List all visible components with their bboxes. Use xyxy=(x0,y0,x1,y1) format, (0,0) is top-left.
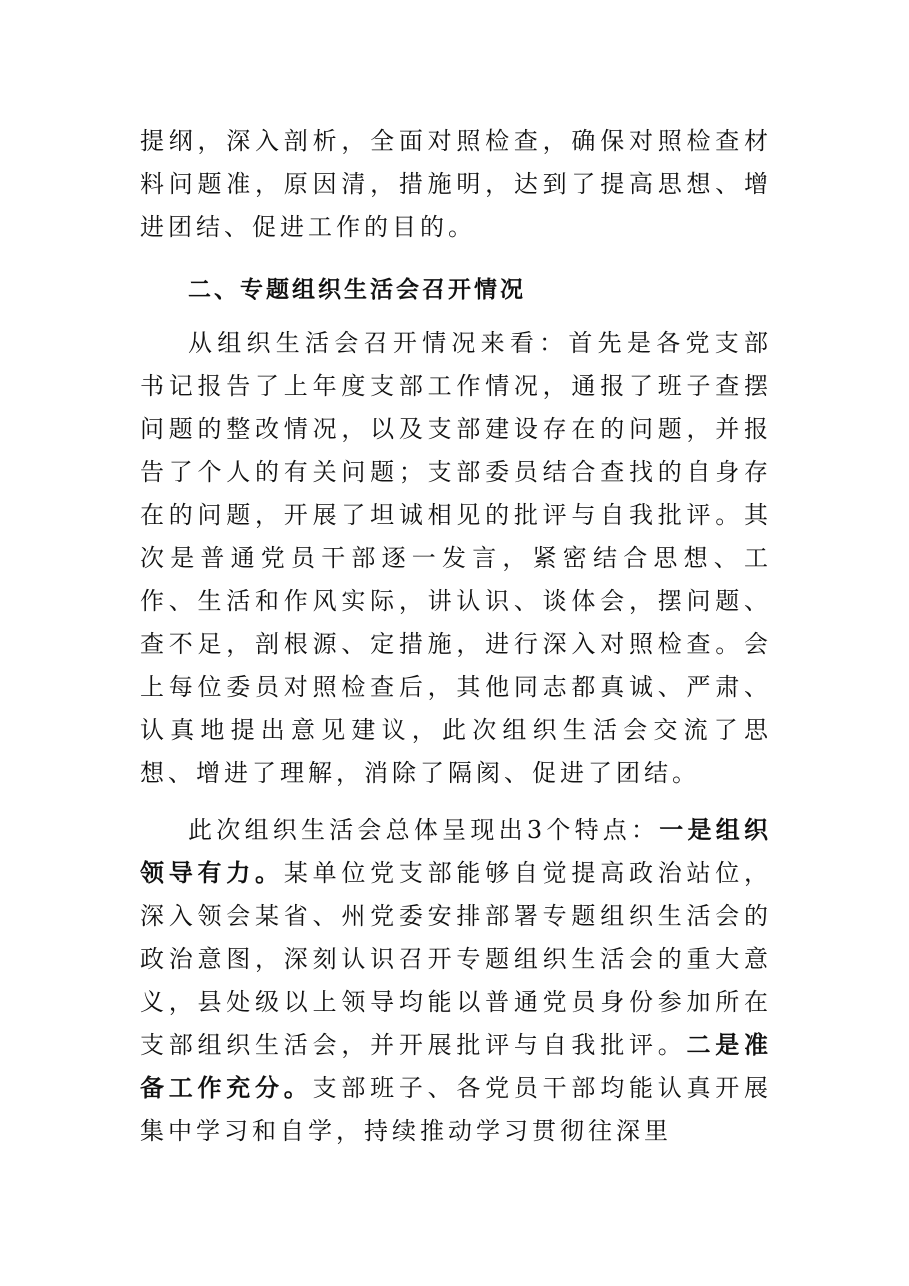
paragraph-gap xyxy=(140,795,772,809)
document-body xyxy=(140,120,772,1153)
paragraph-features xyxy=(140,809,772,1153)
paragraph-meeting-overview: 从组织生活会召开情况来看：首先是各党支部书记报告了上年度支部工作情况，通报了班子查摆问题的整改情况，以及支部建设存在的问题，并报告了个人的有关问题；支部委员结合查找的自身存在的问题，开展了坦诚相见的批评与自我批评。其次是普通党员干部逐一发言，紧密结合思想、工作、生活和作风实际，讲认识、谈体会，摆问题、查不足，剖根源、定措施，进行深入对照检查。会上每位委员对照检查后，其他同志都真诚、严肃、认真地提出意见建议，此次组织生活会交流了思想、增进了理解，消除了隔阂、促进了团结。 xyxy=(140,329,772,787)
features-intro: 此次组织生活会总体呈现出3个特点： xyxy=(188,816,660,844)
feature-text-2: 支部班子、各党员干部均能认真开展集中学习和自学，持续推动学习贯彻往深里 xyxy=(140,1074,773,1145)
feature-point-1: 一是组织领导有力。 xyxy=(140,816,772,887)
section-heading: 二、专题组织生活会召开情况 xyxy=(188,277,526,303)
paragraph-continuation: 提纲，深入剖析，全面对照检查，确保对照检查材料问题准，原因清，措施明，达到了提高思想、增进团结、促进工作的目的。 xyxy=(140,127,772,241)
feature-point-2: 二是准备工作充分。 xyxy=(140,1031,773,1102)
paragraph-gap xyxy=(140,249,772,263)
feature-text-1: 某单位党支部能够自觉提高政治站位，深入领会某省、州党委安排部署专题组织生活会的政治意图，深刻认识召开专题组织生活会的重大意义，县处级以上领导均能以普通党员身份参加所在支部组织生活会，并开展批评与自我批评。 xyxy=(140,859,773,1059)
